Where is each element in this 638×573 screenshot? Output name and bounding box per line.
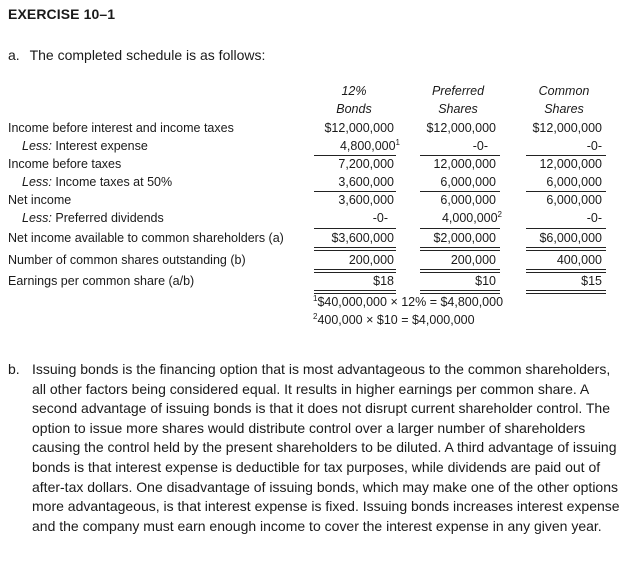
double-underline-common-3 xyxy=(526,290,606,294)
double-underline-bonds-3 xyxy=(314,290,396,294)
footnote-2: $^2$400,000 × $10 = $4,000,000 xyxy=(313,312,475,327)
double-underline-preferred-3 xyxy=(420,290,500,294)
underline-bonds-3 xyxy=(314,228,396,229)
cell-common-net-income-available: $6,000,000 xyxy=(539,231,602,245)
double-underline-common-1 xyxy=(526,247,606,251)
row-label-interest-expense: Less: Interest expense xyxy=(22,139,148,153)
part-a-label: a. xyxy=(8,47,20,63)
col-header-bonds-line2: Bonds xyxy=(336,102,372,116)
cell-bonds-eps: $18 xyxy=(373,274,394,288)
col-header-bonds-line1: 12% xyxy=(341,84,367,98)
row-label-income-before-interest: Income before interest and income taxes xyxy=(8,121,234,135)
cell-bonds-income-before-taxes: 7,200,000 xyxy=(338,157,394,171)
underline-bonds-2 xyxy=(314,191,396,192)
row-label-income-taxes: Less: Income taxes at 50% xyxy=(22,175,173,189)
cell-common-income-before-interest: $12,000,000 xyxy=(532,121,602,135)
cell-common-shares-outstanding: 400,000 xyxy=(556,253,602,267)
part-b-label: b. xyxy=(8,361,20,377)
underline-preferred-3 xyxy=(420,228,500,229)
cell-preferred-income-before-taxes: 12,000,000 xyxy=(433,157,496,171)
cell-common-interest-expense: -0- xyxy=(586,139,602,153)
row-label-eps: Earnings per common share (a/b) xyxy=(8,274,195,288)
cell-common-net-income: 6,000,000 xyxy=(546,193,602,207)
underline-preferred-2 xyxy=(420,191,500,192)
footnote-ref-1: 1 xyxy=(395,138,400,147)
cell-preferred-preferred-dividends: 4,000,000$^2$ xyxy=(441,210,502,225)
cell-preferred-interest-expense: -0- xyxy=(472,139,488,153)
part-b-text: Issuing bonds is the financing option that is most advantageous to the common shareholders, all other factors being considered equal. It results in higher earnings per common share. A second advantage of issuing bonds is that it does not disrupt current shareholder control. The option to issue more shares would distribute control over a larger number of shareholders causing the control held by the present shareholders to be diluted. A third advantage of issuing bonds is that interest expense is deductible for tax purposes, while dividends are paid out of after-tax dollars. One disadvantage of issuing bonds, which may make one of the other options more advantageous, is that interest expense is fixed. Issuing bonds increases interest expense and the company must earn enough income to cover the interest expense in any given year. xyxy=(32,361,620,534)
col-header-preferred-line1: Preferred xyxy=(431,84,485,98)
cell-preferred-shares-outstanding: 200,000 xyxy=(450,253,496,267)
cell-bonds-interest-expense: 4,800,000$^1$ xyxy=(339,138,400,153)
underline-preferred-1 xyxy=(420,155,500,156)
col-header-common-line2: Shares xyxy=(544,102,584,116)
cell-bonds-preferred-dividends: -0- xyxy=(372,211,388,225)
part-a-text: The completed schedule is as follows: xyxy=(29,47,266,63)
double-underline-common-2 xyxy=(526,269,606,273)
double-underline-bonds-2 xyxy=(314,269,396,273)
exercise-title: EXERCISE 10–1 xyxy=(8,6,116,22)
col-header-preferred-line2: Shares xyxy=(438,102,478,116)
cell-preferred-eps: $10 xyxy=(475,274,496,288)
footnote-ref-2: 2 xyxy=(497,210,502,219)
cell-bonds-net-income: 3,600,000 xyxy=(338,193,394,207)
footnote-1: $^1$\$40,000,000 × 12% = $4,800,000 xyxy=(313,294,504,309)
cell-bonds-net-income-available: $3,600,000 xyxy=(331,231,394,245)
double-underline-preferred-1 xyxy=(420,247,500,251)
cell-bonds-shares-outstanding: 200,000 xyxy=(348,253,394,267)
underline-bonds-1 xyxy=(314,155,396,156)
underline-common-1 xyxy=(526,155,606,156)
part-b xyxy=(8,360,620,536)
cell-common-income-before-taxes: 12,000,000 xyxy=(539,157,602,171)
double-underline-bonds-1 xyxy=(314,247,396,251)
cell-preferred-income-before-interest: $12,000,000 xyxy=(426,121,496,135)
cell-preferred-net-income-available: $2,000,000 xyxy=(433,231,496,245)
part-a-intro xyxy=(8,47,265,63)
cell-preferred-income-taxes: 6,000,000 xyxy=(440,175,496,189)
cell-bonds-income-taxes: 3,600,000 xyxy=(338,175,394,189)
row-label-shares-outstanding: Number of common shares outstanding (b) xyxy=(8,253,246,267)
col-header-common-line1: Common xyxy=(538,84,590,98)
row-label-income-before-taxes: Income before taxes xyxy=(8,157,122,171)
underline-common-3 xyxy=(526,228,606,229)
double-underline-preferred-2 xyxy=(420,269,500,273)
row-label-net-income: Net income xyxy=(8,193,72,207)
cell-common-preferred-dividends: -0- xyxy=(586,211,602,225)
row-label-net-income-available: Net income available to common shareholders (a) xyxy=(8,231,284,245)
cell-common-income-taxes: 6,000,000 xyxy=(546,175,602,189)
cell-bonds-income-before-interest: $12,000,000 xyxy=(324,121,394,135)
cell-common-eps: $15 xyxy=(581,274,602,288)
underline-common-2 xyxy=(526,191,606,192)
cell-preferred-net-income: 6,000,000 xyxy=(440,193,496,207)
row-label-preferred-dividends: Less: Preferred dividends xyxy=(22,211,164,225)
